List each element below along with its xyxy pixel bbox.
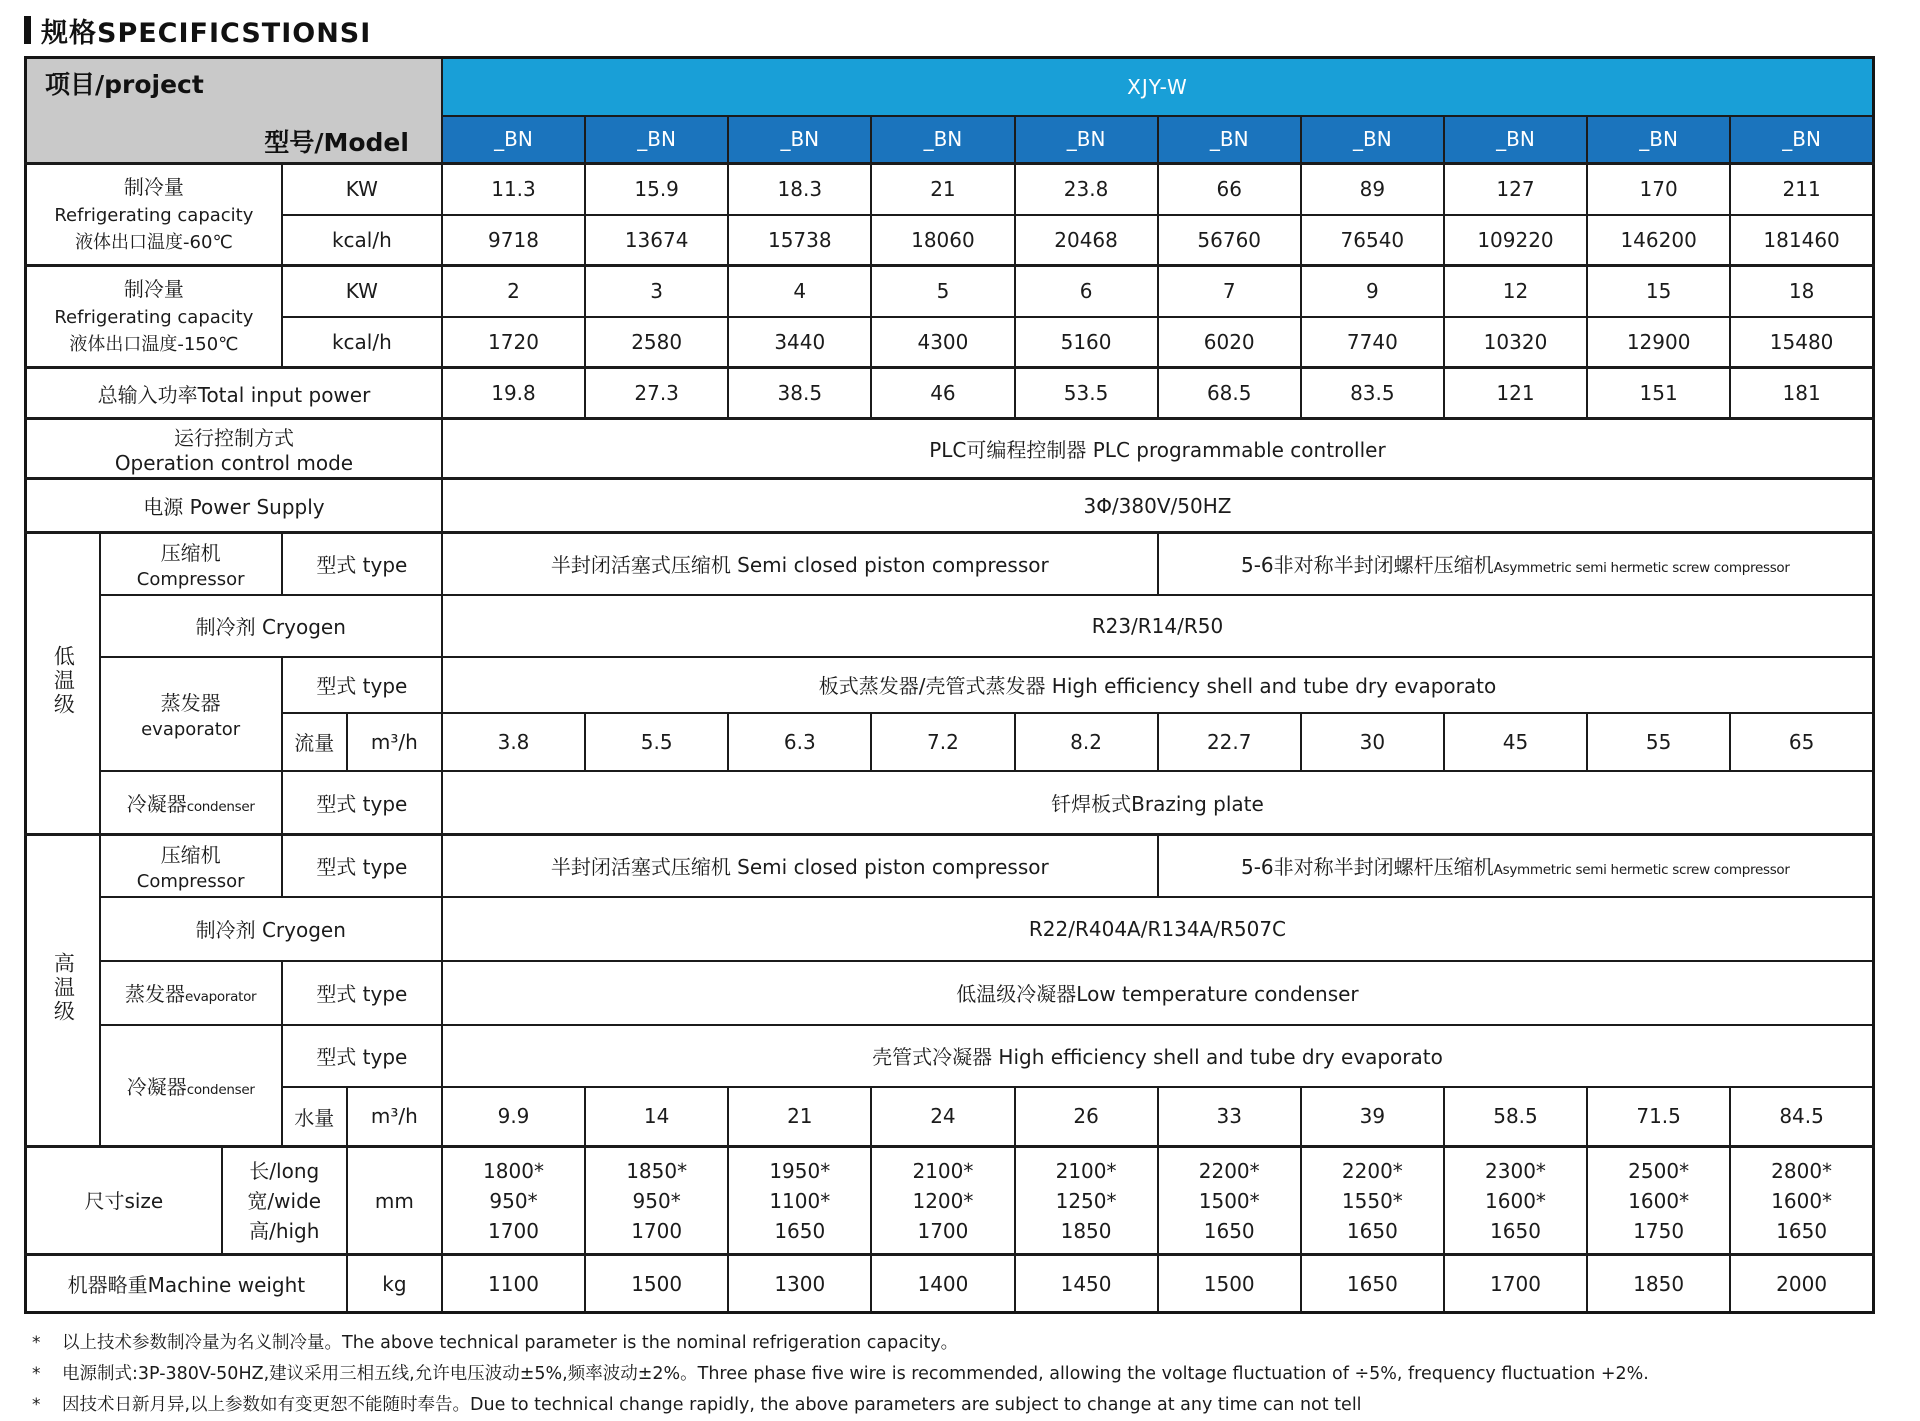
size-value: 2500* 1600* 1750 — [1587, 1147, 1730, 1255]
ht-water-value: 84.5 — [1730, 1087, 1873, 1147]
footnote-star-icon: * — [32, 1395, 41, 1415]
ht-water-value: 58.5 — [1444, 1087, 1587, 1147]
weight-unit: kg — [347, 1255, 442, 1313]
ht-water-value: 26 — [1015, 1087, 1158, 1147]
lt-evaporator-type-label: 型式 type — [282, 657, 442, 713]
control-mode-label: 运行控制方式 Operation control mode — [26, 419, 442, 479]
capacity60-kw-value: 127 — [1444, 164, 1587, 215]
capacity150-kcal-value: 7740 — [1301, 317, 1444, 368]
ht-condenser-type-row — [26, 1025, 1874, 1087]
model-column-header: _BN — [871, 116, 1014, 164]
weight-value: 1850 — [1587, 1255, 1730, 1313]
capacity150-kw-value: 6 — [1015, 266, 1158, 317]
lt-flow-value: 65 — [1730, 713, 1873, 771]
size-unit: mm — [347, 1147, 442, 1255]
footnote-2 — [32, 1359, 1920, 1390]
ht-evaporator-label: 蒸发器evaporator — [100, 961, 282, 1025]
footnote-star-icon: * — [32, 1364, 41, 1384]
ht-condenser-type-label: 型式 type — [282, 1025, 442, 1087]
lt-flow-value: 6.3 — [728, 713, 871, 771]
ht-stage-cell — [26, 835, 100, 1147]
control-mode-row — [26, 419, 1874, 479]
footnote-1 — [32, 1328, 1920, 1359]
capacity150-label: 制冷量 Refrigerating capacity 液体出口温度-150℃ — [26, 266, 282, 368]
ht-water-unit: m³/h — [347, 1087, 442, 1147]
capacity150-kw-row — [26, 266, 1874, 317]
size-value: 2100* 1200* 1700 — [871, 1147, 1014, 1255]
weight-row — [26, 1255, 1874, 1313]
total-power-value: 68.5 — [1158, 368, 1301, 419]
control-mode-value: PLC可编程控制器 PLC programmable controller — [442, 419, 1874, 479]
size-value: 2200* 1550* 1650 — [1301, 1147, 1444, 1255]
power-supply-label: 电源 Power Supply — [26, 479, 442, 533]
lt-cryogen-label: 制冷剂 Cryogen — [100, 595, 442, 657]
footnote-text: 以上技术参数制冷量为名义制冷量。The above technical parameter is the nominal refrigeration capacity。 — [62, 1333, 959, 1353]
capacity60-kw-value: 66 — [1158, 164, 1301, 215]
footnotes — [24, 1328, 1920, 1421]
model-column-header: _BN — [1730, 116, 1873, 164]
ht-water-value: 71.5 — [1587, 1087, 1730, 1147]
total-power-value: 38.5 — [728, 368, 871, 419]
ht-evaporator-type-label: 型式 type — [282, 961, 442, 1025]
capacity150-kcal-value: 3440 — [728, 317, 871, 368]
capacity60-kw-value: 11.3 — [442, 164, 585, 215]
ht-compressor-screw-value: 5-6非对称半封闭螺杆压缩机Asymmetric semi hermetic screw compressor — [1158, 835, 1874, 897]
size-value: 1850* 950* 1700 — [585, 1147, 728, 1255]
capacity60-kcal-value: 9718 — [442, 215, 585, 266]
capacity150-kcal-value: 2580 — [585, 317, 728, 368]
total-power-value: 53.5 — [1015, 368, 1158, 419]
lt-compressor-screw-value: 5-6非对称半封闭螺杆压缩机Asymmetric semi hermetic screw compressor — [1158, 533, 1874, 595]
capacity60-kcal-value: 15738 — [728, 215, 871, 266]
title-accent-bar — [24, 16, 31, 44]
ht-compressor-piston-value: 半封闭活塞式压缩机 Semi closed piston compressor — [442, 835, 1158, 897]
capacity150-kw-value: 9 — [1301, 266, 1444, 317]
lt-condenser-label: 冷凝器condenser — [100, 771, 282, 835]
lt-flow-value: 7.2 — [871, 713, 1014, 771]
capacity60-kcal-unit: kcal/h — [282, 215, 442, 266]
ht-water-value: 21 — [728, 1087, 871, 1147]
model-column-header: _BN — [1444, 116, 1587, 164]
model-column-header: _BN — [442, 116, 585, 164]
corner-header-cell — [26, 58, 442, 164]
capacity150-kcal-value: 6020 — [1158, 317, 1301, 368]
ht-compressor-row — [26, 835, 1874, 897]
capacity150-kcal-value: 15480 — [1730, 317, 1873, 368]
ht-water-value: 14 — [585, 1087, 728, 1147]
lt-stage-label: 低温级 — [51, 645, 76, 717]
lt-compressor-piston-value: 半封闭活塞式压缩机 Semi closed piston compressor — [442, 533, 1158, 595]
capacity150-kw-value: 12 — [1444, 266, 1587, 317]
capacity150-kcal-row — [26, 317, 1874, 368]
ht-evaporator-row — [26, 961, 1874, 1025]
capacity60-kw-row — [26, 164, 1874, 215]
model-column-header: _BN — [585, 116, 728, 164]
capacity60-kcal-value: 181460 — [1730, 215, 1873, 266]
capacity150-kcal-value: 4300 — [871, 317, 1014, 368]
capacity60-kw-value: 170 — [1587, 164, 1730, 215]
model-column-header: _BN — [1158, 116, 1301, 164]
project-label: 项目/project — [45, 69, 204, 99]
capacity150-kw-value: 15 — [1587, 266, 1730, 317]
lt-flow-value: 45 — [1444, 713, 1587, 771]
total-power-value: 181 — [1730, 368, 1873, 419]
capacity150-kcal-value: 10320 — [1444, 317, 1587, 368]
ht-water-value: 24 — [871, 1087, 1014, 1147]
model-column-header: _BN — [1015, 116, 1158, 164]
footnote-text: 电源制式:3P-380V-50HZ,建议采用三相五线,允许电压波动±5%,频率波动±2%。Three phase five wire is recommended, allowing the voltage fluctuation of ÷5%, frequency fluctuation +2%. — [62, 1364, 1649, 1384]
weight-value: 1500 — [585, 1255, 728, 1313]
total-power-label: 总输入功率Total input power — [26, 368, 442, 419]
size-dimension-labels: 长/long 宽/wide 高/high — [222, 1147, 347, 1255]
ht-condenser-water-row — [26, 1087, 1874, 1147]
lt-flow-value: 55 — [1587, 713, 1730, 771]
capacity60-kcal-value: 20468 — [1015, 215, 1158, 266]
total-power-value: 83.5 — [1301, 368, 1444, 419]
capacity60-kcal-value: 56760 — [1158, 215, 1301, 266]
ht-condenser-type-value: 壳管式冷凝器 High efficiency shell and tube dry evaporato — [442, 1025, 1874, 1087]
model-column-header: _BN — [1587, 116, 1730, 164]
lt-compressor-row — [26, 533, 1874, 595]
capacity150-kw-value: 2 — [442, 266, 585, 317]
total-power-value: 121 — [1444, 368, 1587, 419]
lt-evaporator-flow-row — [26, 713, 1874, 771]
capacity60-kcal-row — [26, 215, 1874, 266]
capacity150-kw-value: 3 — [585, 266, 728, 317]
size-label: 尺寸size — [26, 1147, 222, 1255]
lt-condenser-type-label: 型式 type — [282, 771, 442, 835]
weight-value: 1700 — [1444, 1255, 1587, 1313]
capacity150-kw-value: 4 — [728, 266, 871, 317]
series-name-cell: XJY-W — [442, 58, 1874, 116]
model-column-header: _BN — [728, 116, 871, 164]
capacity60-kcal-value: 13674 — [585, 215, 728, 266]
capacity150-kcal-value: 12900 — [1587, 317, 1730, 368]
capacity150-kcal-value: 1720 — [442, 317, 585, 368]
capacity60-kw-value: 89 — [1301, 164, 1444, 215]
lt-compressor-label: 压缩机 Compressor — [100, 533, 282, 595]
capacity150-kcal-value: 5160 — [1015, 317, 1158, 368]
capacity150-kw-unit: KW — [282, 266, 442, 317]
ht-water-value: 9.9 — [442, 1087, 585, 1147]
power-supply-row — [26, 479, 1874, 533]
size-value: 2800* 1600* 1650 — [1730, 1147, 1873, 1255]
lt-condenser-type-value: 钎焊板式Brazing plate — [442, 771, 1874, 835]
total-power-value: 151 — [1587, 368, 1730, 419]
footnote-text: 因技术日新月异,以上参数如有变更恕不能随时奉告。Due to technical change rapidly, the above parameters are subject to change at any time can not tell — [62, 1395, 1362, 1415]
page-title — [24, 10, 1920, 50]
ht-stage-label: 高温级 — [51, 952, 76, 1024]
lt-flow-value: 30 — [1301, 713, 1444, 771]
footnote-star-icon: * — [32, 1333, 41, 1353]
lt-evaporator-type-row — [26, 657, 1874, 713]
size-value: 1950* 1100* 1650 — [728, 1147, 871, 1255]
ht-cryogen-value: R22/R404A/R134A/R507C — [442, 897, 1874, 961]
capacity60-kw-value: 15.9 — [585, 164, 728, 215]
capacity60-kcal-value: 76540 — [1301, 215, 1444, 266]
ht-water-value: 33 — [1158, 1087, 1301, 1147]
total-power-value: 46 — [871, 368, 1014, 419]
capacity60-kw-value: 18.3 — [728, 164, 871, 215]
size-value: 2300* 1600* 1650 — [1444, 1147, 1587, 1255]
ht-cryogen-row — [26, 897, 1874, 961]
model-label: 型号/Model — [264, 127, 409, 157]
power-supply-value: 3Φ/380V/50HZ — [442, 479, 1874, 533]
size-value: 1800* 950* 1700 — [442, 1147, 585, 1255]
model-column-header: _BN — [1301, 116, 1444, 164]
lt-compressor-type-label: 型式 type — [282, 533, 442, 595]
capacity60-kcal-value: 109220 — [1444, 215, 1587, 266]
weight-value: 2000 — [1730, 1255, 1873, 1313]
total-power-row — [26, 368, 1874, 419]
page-title-text: 规格SPECIFICSTIONSI — [41, 17, 372, 49]
lt-evaporator-label: 蒸发器 evaporator — [100, 657, 282, 771]
capacity60-kw-value: 211 — [1730, 164, 1873, 215]
lt-flow-value: 22.7 — [1158, 713, 1301, 771]
ht-compressor-label: 压缩机 Compressor — [100, 835, 282, 897]
lt-flow-unit: m³/h — [347, 713, 442, 771]
lt-flow-value: 5.5 — [585, 713, 728, 771]
weight-value: 1650 — [1301, 1255, 1444, 1313]
weight-value: 1300 — [728, 1255, 871, 1313]
size-value: 2100* 1250* 1850 — [1015, 1147, 1158, 1255]
lt-flow-value: 8.2 — [1015, 713, 1158, 771]
total-power-value: 27.3 — [585, 368, 728, 419]
ht-water-value: 39 — [1301, 1087, 1444, 1147]
total-power-value: 19.8 — [442, 368, 585, 419]
weight-value: 1500 — [1158, 1255, 1301, 1313]
capacity60-label: 制冷量 Refrigerating capacity 液体出口温度-60℃ — [26, 164, 282, 266]
weight-value: 1100 — [442, 1255, 585, 1313]
capacity60-kcal-value: 146200 — [1587, 215, 1730, 266]
size-value: 2200* 1500* 1650 — [1158, 1147, 1301, 1255]
capacity150-kcal-unit: kcal/h — [282, 317, 442, 368]
capacity150-kw-value: 18 — [1730, 266, 1873, 317]
capacity60-kw-value: 21 — [871, 164, 1014, 215]
series-header-row — [26, 58, 1874, 116]
capacity150-kw-value: 7 — [1158, 266, 1301, 317]
ht-cryogen-label: 制冷剂 Cryogen — [100, 897, 442, 961]
specifications-table — [24, 56, 1875, 1314]
weight-value: 1400 — [871, 1255, 1014, 1313]
capacity60-kw-unit: KW — [282, 164, 442, 215]
ht-compressor-type-label: 型式 type — [282, 835, 442, 897]
lt-flow-value: 3.8 — [442, 713, 585, 771]
lt-cryogen-value: R23/R14/R50 — [442, 595, 1874, 657]
weight-value: 1450 — [1015, 1255, 1158, 1313]
lt-flow-label: 流量 — [282, 713, 347, 771]
ht-water-label: 水量 — [282, 1087, 347, 1147]
weight-label: 机器略重Machine weight — [26, 1255, 347, 1313]
size-row — [26, 1147, 1874, 1255]
capacity150-kw-value: 5 — [871, 266, 1014, 317]
lt-condenser-row — [26, 771, 1874, 835]
lt-cryogen-row — [26, 595, 1874, 657]
capacity60-kw-value: 23.8 — [1015, 164, 1158, 215]
lt-stage-cell — [26, 533, 100, 835]
capacity60-kcal-value: 18060 — [871, 215, 1014, 266]
ht-condenser-label: 冷凝器condenser — [100, 1025, 282, 1147]
lt-evaporator-type-value: 板式蒸发器/壳管式蒸发器 High efficiency shell and tube dry evaporato — [442, 657, 1874, 713]
ht-evaporator-type-value: 低温级冷凝器Low temperature condenser — [442, 961, 1874, 1025]
